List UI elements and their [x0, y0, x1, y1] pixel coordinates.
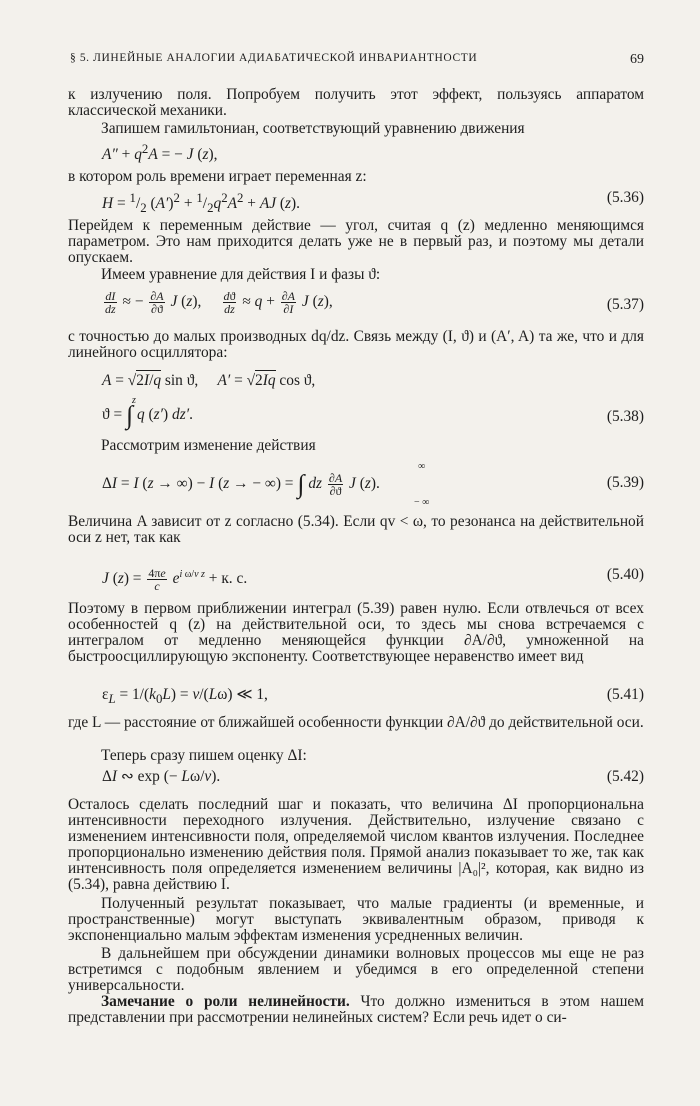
paragraph-action-angle: Перейдем к переменным действие — угол, считая q (z) медленно меняющимся параметром. Это нам приходится делать уже не в первый раз, и поэтому мы детали опускаем. — [68, 217, 644, 266]
section-title: § 5. ЛИНЕЙНЫЕ АНАЛОГИИ АДИАБАТИЧЕСКОЙ ИНВАРИАНТНОСТИ — [70, 52, 478, 64]
paragraph-small-derivatives: с точностью до малых производных dq/dz. Связь между (I, ϑ) и (A′, A) та же, что и для линейного осциллятора: — [68, 328, 644, 361]
paragraph-equations-intro: Имеем уравнение для действия I и фазы ϑ: — [101, 266, 381, 283]
running-header — [70, 52, 644, 72]
equation-number: (5.41) — [606, 686, 644, 703]
paragraph-resonance: Величина A зависит от z согласно (5.34). Если qv < ω, то резонанса на действительной оси z нет, так как — [68, 513, 644, 546]
paragraph-further: В дальнейшем при обсуждении динамики волновых процессов мы еще не раз встретимся с подобным явлением и убедимся в его определенной степени универсальности. — [68, 945, 644, 994]
equation-5-39: ΔI = I (z → ∞) − I (z → − ∞) = ∫ dz $\frac{\partial A}{\partial ϑ}$ J (z). ∞ − ∞ (5.39) — [102, 461, 644, 508]
paragraph-1: к излучению поля. Попробуем получить этот эффект, пользуясь аппаратом классической механики. — [68, 86, 644, 119]
equation-number: (5.38) — [606, 408, 644, 425]
remark-heading: Замечание о роли нелинейности. — [101, 993, 350, 1010]
equation-number: (5.40) — [606, 566, 644, 583]
paragraph-remark — [68, 994, 644, 1026]
paragraph-distance: где L — расстояние от ближайшей особенности функции ∂A/∂ϑ до действительной оси. — [68, 714, 644, 731]
book-page: § 5. ЛИНЕЙНЫЕ АНАЛОГИИ АДИАБАТИЧЕСКОЙ ИНВАРИАНТНОСТИ 69 к излучению поля. Попробуем получить этот эффект, пользуясь аппаратом классической механики. Запишем гамильтониан, соответствующий уравнению движения $A'' + q^2A$ = − J (z), в котором роль времени играет переменная z: $H = ^1/_2$ $(A')^2 + ^1/_2q^2A^2$ + AJ (z). (5.36) Перейдем к переменным действие — угол, считая q (z) медленно меняющимся параметром. Это нам приходится делать уже не в первый раз, и поэтому мы детали опускаем. Имеем уравнение для действия I и фазы ϑ: $\frac{dI}{dz}$ ≈ − $\frac{\partial A}{\partial ϑ}$ J (z), $\frac{dϑ}{dz}$ ≈ q + $\frac{\partial A}{\partial I}$ J (z), (5.37) с точностью до малых производных dq/dz. Связь между (I, ϑ) и (A′, A) та же, что и для линейного осциллятора: A = √2I/q sin ϑ, A′ = √2Iq cos ϑ, ϑ = ∫ q (z′) dz′. z (5.38) Рассмотрим изменение действия ΔI = I (z → ∞) − I (z → − ∞) = ∫ dz $\frac{\partial A}{\partial ϑ}$ J (z). ∞ − ∞ (5.39) Величина A зависит от z согласно (5.34). Если qv < ω, то резонанса на действительной оси z нет, так как J (z) = $\frac{4\pi e}{c}$ $e^{i \omega/v z} + к$. с. (5.40) Поэтому в первом приближении интеграл (5.39) равен нулю. Если отвлечься от всех особенностей q (z) на действительной оси, то здесь мы снова встречаемся с интегралом от медленно меняющейся функции ∂A/∂ϑ, умноженной на быстроосциллирующую экспоненту. Соответствующее неравенство имеет вид $\varepsilon_L = 1/(k_0L) = v/(L\omega)$ ≪ 1, (5.41) где L — расстояние от ближайшей особенности функции ∂A/∂ϑ до действительной оси. Теперь сразу пишем оценку ΔI: ΔI ∾ exp (− Lω/v). (5.42) Осталось сделать последний шаг и показать, что величина ΔI пропорциональна интенсивности переходного излучения. Действительно, излучение связано с изменением интенсивности поля, определяемой числом квантов излучения. Последнее пропорционально изменению действия поля. Прямой анализ показывает то же, так как интенсивность поля определяется изменением величины |A₀|², которая, как видно из (5.34), равна действию I. Полученный результат показывает, что малые градиенты (и временные, и пространственные) могут выступать эквивалентным образом, приводя к экспоненциально малым эффектам изменения усредненных величин. В дальнейшем при обсуждении динамики волновых процессов мы еще не раз встретимся с подобным явлением и убедимся в его определенной степени универсальности. Замечание о роли нелинейности. Что должно измениться в этом нашем представлении при рассмотрении нелинейных систем? Если речь идет о си- — [68, 52, 644, 1026]
equation-5-38: ϑ = ∫ q (z′) dz′. z (5.38) — [102, 395, 644, 430]
paragraph-last-step: Осталось сделать последний шаг и показать, что величина ΔI пропорциональна интенсивности переходного излучения. Действительно, излучение связано с изменением интенсивности поля, определяемой числом квантов излучения. Последнее пропорционально изменению действия поля. Прямой анализ показывает то же, так как интенсивность поля определяется изменением величины |A₀|², которая, как видно из (5.34), равна действию I. — [68, 796, 644, 893]
remark-body: Что должно измениться в этом нашем представлении при рассмотрении нелинейных систем? Если речь идет о си- — [68, 993, 644, 1026]
paragraph-first-approx: Поэтому в первом приближении интеграл (5.39) равен нулю. Если отвлечься от всех особенностей q (z) на действительной оси, то здесь мы снова встречаемся с интегралом от медленно меняющейся функции ∂A/∂ϑ, умноженной на быстроосциллирующую экспоненту. Соответствующее неравенство имеет вид — [68, 600, 644, 665]
equation-number: (5.36) — [606, 189, 644, 206]
equation-5-40: J (z) = $\frac{4\pi e}{c}$ $e^{i \omega/v z} + к$. с. (5.40) — [102, 566, 644, 594]
paragraph-estimate-intro: Теперь сразу пишем оценку ΔI: — [101, 747, 307, 764]
paragraph-time-variable: в котором роль времени играет переменная z: — [68, 168, 367, 185]
paragraph-consider-change: Рассмотрим изменение действия — [101, 437, 316, 454]
paragraph-result: Полученный результат показывает, что малые градиенты (и временные, и пространственные) могут выступать эквивалентным образом, приводя к экспоненциально малым эффектам изменения усредненных величин. — [68, 895, 644, 944]
equation-number: (5.37) — [606, 296, 644, 313]
paragraph-hamiltonian-intro: Запишем гамильтониан, соответствующий уравнению движения — [101, 120, 525, 137]
equation-number: (5.42) — [606, 768, 644, 785]
page-number: 69 — [630, 52, 644, 67]
equation-number: (5.39) — [606, 474, 644, 491]
equation-5-37: $\frac{dI}{dz}$ ≈ − $\frac{\partial A}{\partial ϑ}$ J (z), $\frac{dϑ}{dz}$ ≈ q + $\frac{\partial A}{\partial I}$ J (z), (5.37) — [105, 289, 644, 316]
